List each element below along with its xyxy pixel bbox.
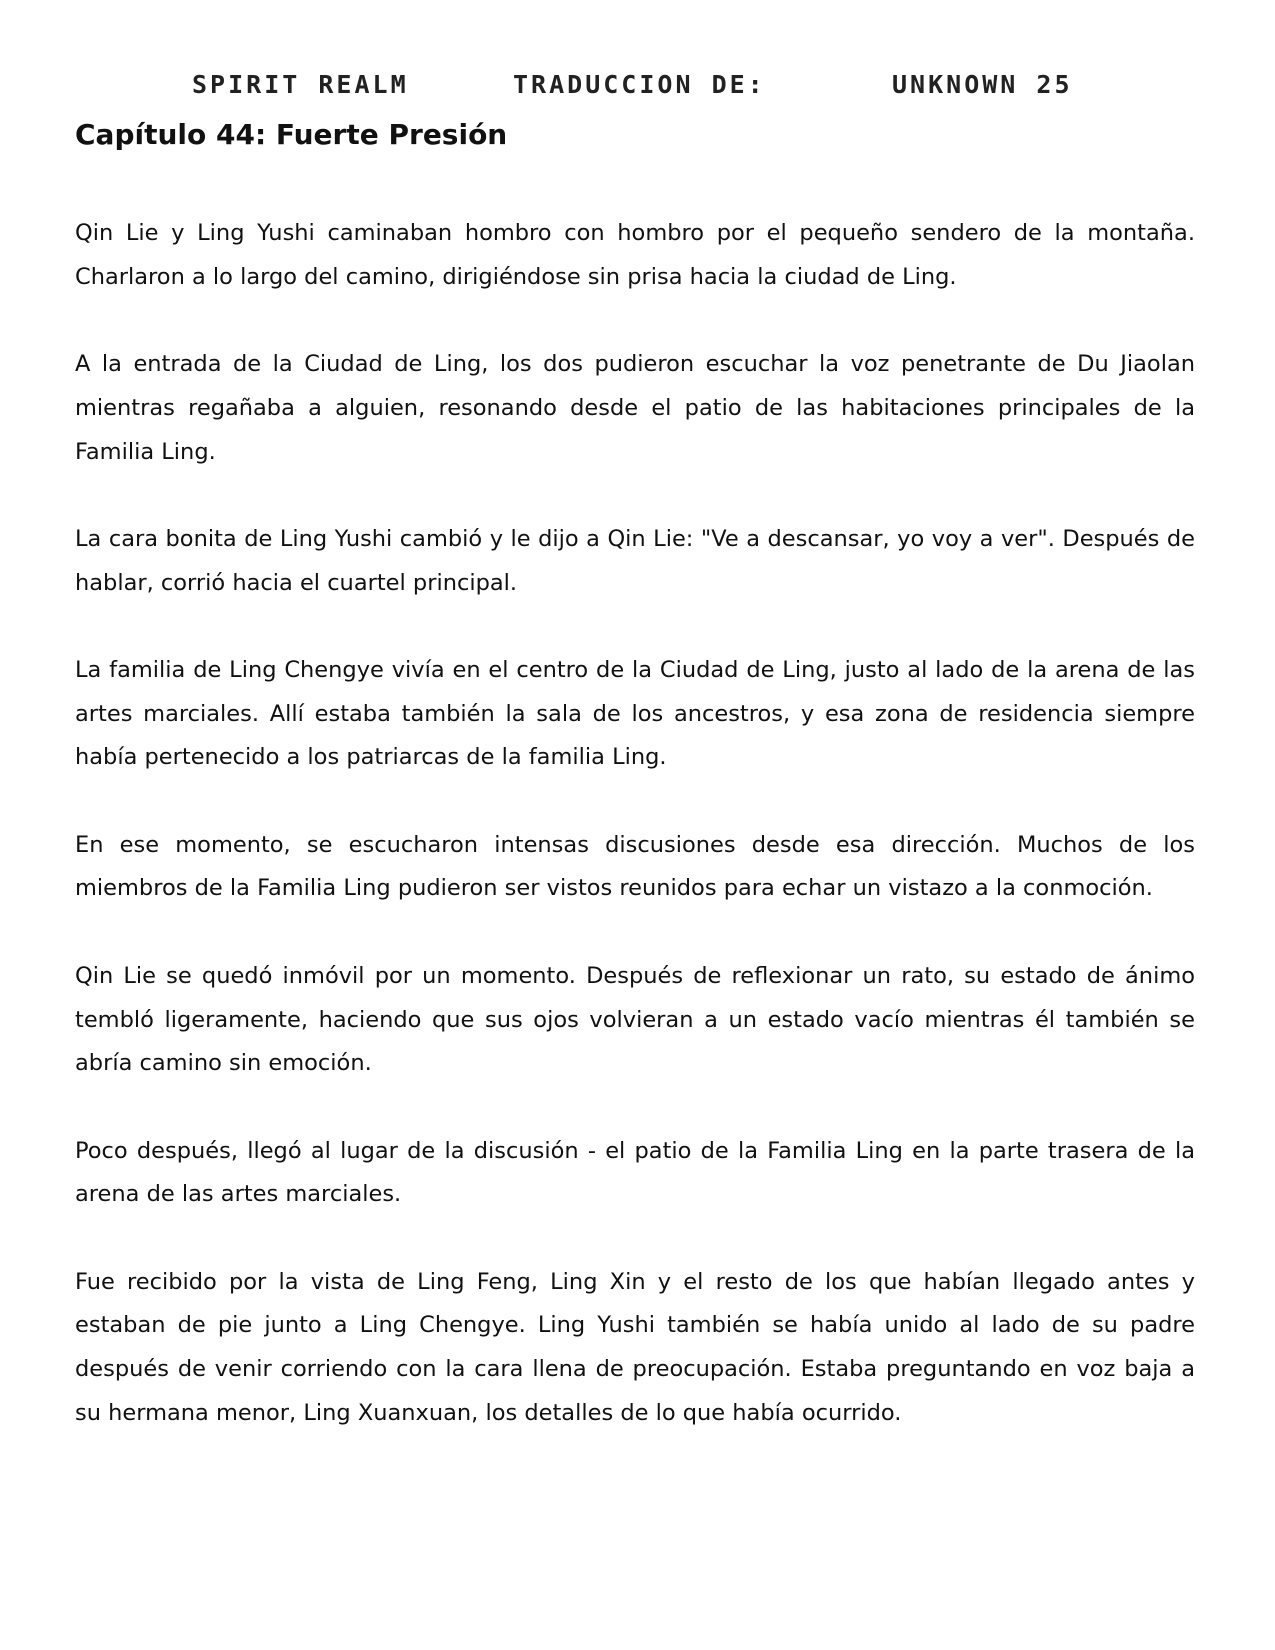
page-header	[0, 70, 1275, 110]
chapter-title: Capítulo 44: Fuerte Presión	[75, 118, 508, 151]
chapter-body	[75, 212, 1195, 1479]
paragraph-5: En ese momento, se escucharon intensas discusiones desde esa dirección. Muchos de los miembros de la Familia Ling pudieron ser vistos reunidos para echar un vistazo a la conmoción.	[75, 831, 1195, 902]
paragraph-6: Qin Lie se quedó inmóvil por un momento. Después de reflexionar un rato, su estado de ánimo tembló ligeramente, haciendo que sus ojos volvieran a un estado vacío mientras él también se abría camino sin emoción.	[75, 962, 1195, 1077]
paragraph-7: Poco después, llegó al lugar de la discusión - el patio de la Familia Ling en la parte trasera de la arena de las artes marciales.	[75, 1137, 1195, 1208]
header-series-title: SPIRIT REALM	[192, 70, 409, 99]
paragraph-1: Qin Lie y Ling Yushi caminaban hombro con hombro por el pequeño sendero de la montaña. Charlaron a lo largo del camino, dirigiéndose sin prisa hacia la ciudad de Ling.	[75, 220, 1195, 290]
paragraph-3: La cara bonita de Ling Yushi cambió y le dijo a Qin Lie: "Ve a descansar, yo voy a ver". Después de hablar, corrió hacia el cuartel principal.	[75, 525, 1195, 596]
paragraph-2: A la entrada de la Ciudad de Ling, los dos pudieron escuchar la voz penetrante de Du Jiaolan mientras regañaba a alguien, resonando desde el patio de las habitaciones principales de la Familia Ling.	[75, 351, 1195, 465]
header-translator-name: UNKNOWN 25	[892, 70, 1073, 99]
paragraph-8: Fue recibido por la vista de Ling Feng, Ling Xin y el resto de los que habían llegado antes y estaban de pie junto a Ling Chengye. Ling Yushi también se había unido al lado de su padre después de venir corriendo con la cara llena de preocupación. Estaba preguntando en voz baja a su hermana menor, Ling Xuanxuan, los detalles de lo que había ocurrido.	[75, 1268, 1195, 1426]
header-translation-label: TRADUCCION DE:	[513, 70, 766, 99]
paragraph-4: La familia de Ling Chengye vivía en el centro de la Ciudad de Ling, justo al lado de la arena de las artes marciales. Allí estaba también la sala de los ancestros, y esa zona de residencia siempre había pertenecido a los patriarcas de la familia Ling.	[75, 656, 1195, 771]
